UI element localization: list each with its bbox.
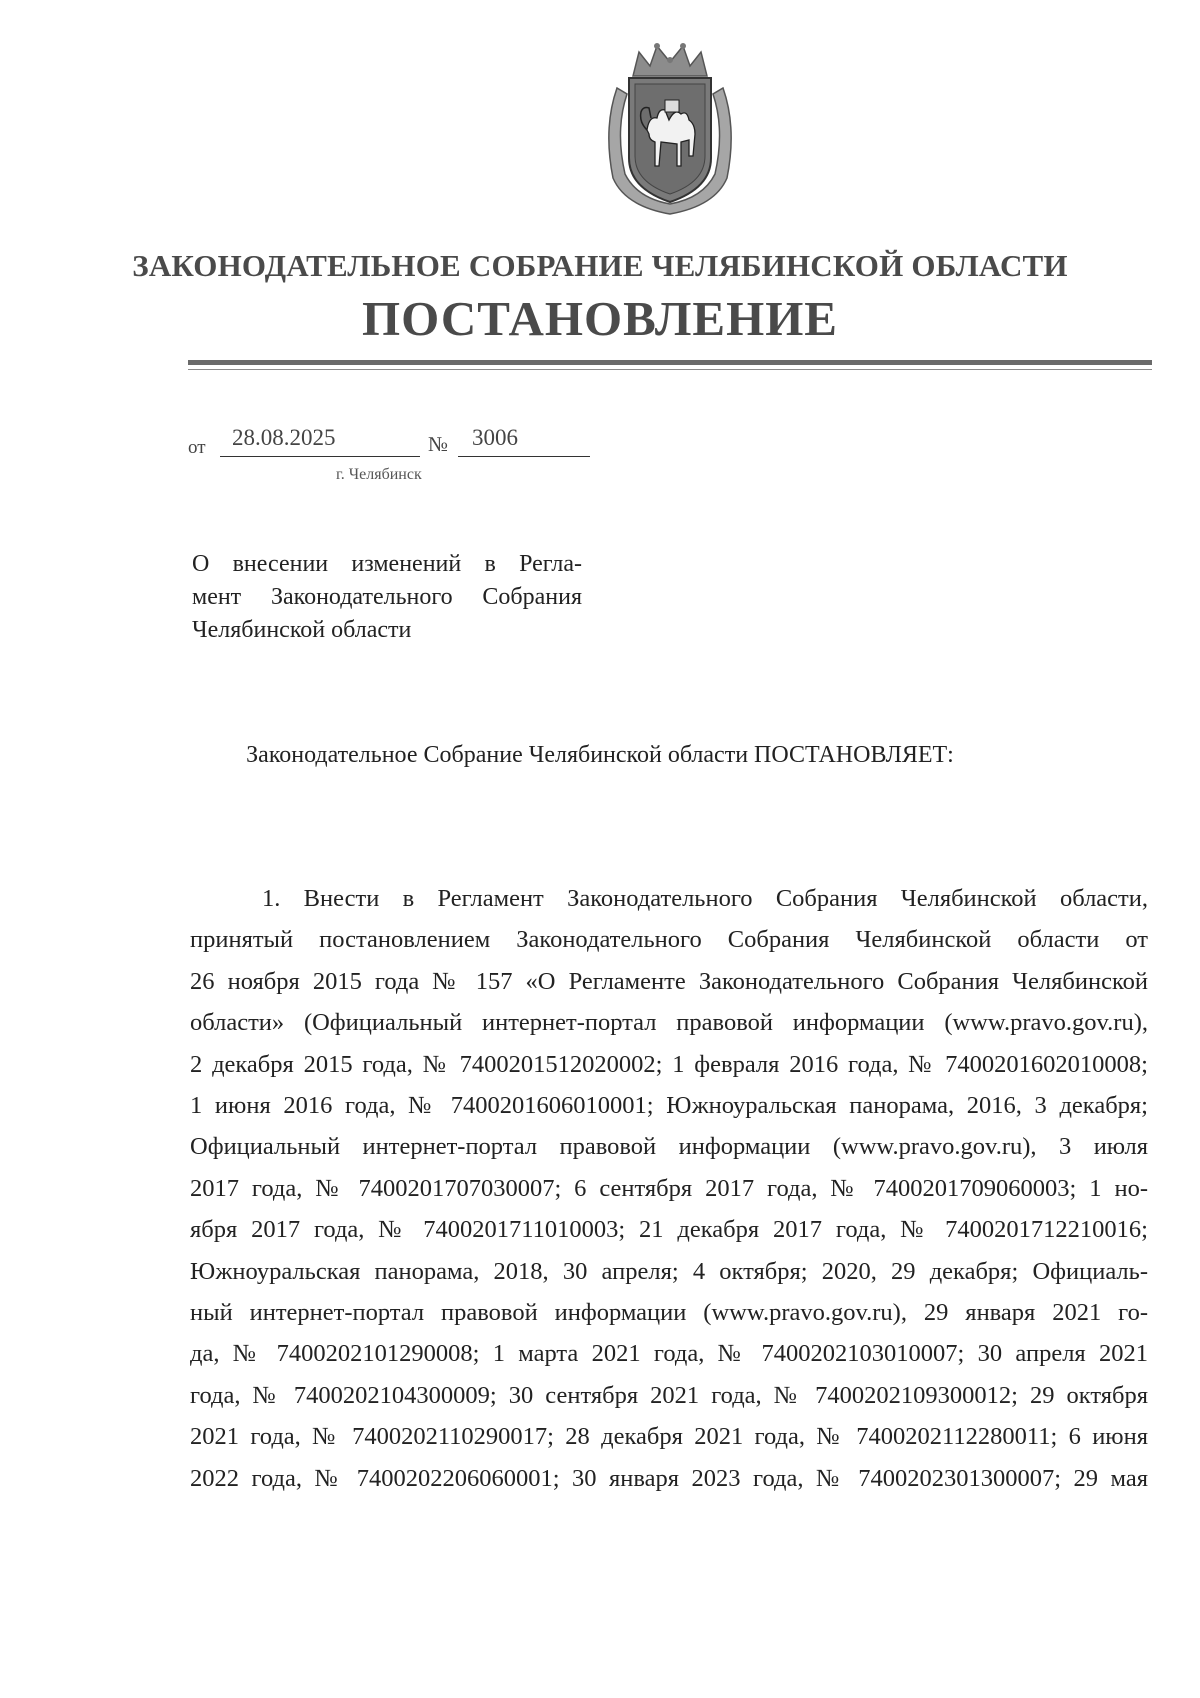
number-sign: № [428,432,449,456]
body-line: да, № 7400202101290008; 1 марта 2021 года, № 7400202103010007; 30 апреля 2021 [190,1340,1148,1368]
body-line: 1 июня 2016 года, № 7400201606010001; Южноуральская панорама, 2016, 3 декабря; [190,1092,1148,1120]
resolution-intro: Законодательное Собрание Челябинской области ПОСТАНОВЛЯЕТ: [246,742,954,768]
subject-line: мент Законодательного Собрания [192,584,582,610]
body-line: 2 декабря 2015 года, № 7400201512020002; 1 февраля 2016 года, № 7400201602010008; [190,1050,1148,1078]
body-line: ный интернет-портал правовой информации (www.pravo.gov.ru), 29 января 2021 го- [190,1299,1148,1327]
resolution-body [190,878,1148,1499]
city-name: г. Челябинск [336,466,422,483]
header-rule-thin [188,369,1152,370]
body-line: области» (Официальный интернет-портал правовой информации (www.pravo.gov.ru), [190,1009,1148,1037]
document-subject [192,548,582,647]
date-underline [220,456,420,457]
body-line: 2021 года, № 7400202110290017; 28 декабря 2021 года, № 7400202112280011; 6 июня [190,1423,1148,1451]
body-line: принятый постановлением Законодательного Собрания Челябинской области от [190,926,1148,954]
coat-of-arms-emblem [595,38,745,216]
header-rule-thick [188,360,1152,365]
body-line: ября 2017 года, № 7400201711010003; 21 декабря 2017 года, № 7400201712210016; [190,1216,1148,1244]
body-line: года, № 7400202104300009; 30 сентября 2021 года, № 7400202109300012; 29 октября [190,1381,1148,1409]
document-date: 28.08.2025 [232,425,336,450]
subject-line: О внесении изменений в Регла- [192,551,582,577]
body-line: Официальный интернет-портал правовой информации (www.pravo.gov.ru), 3 июля [190,1133,1148,1161]
document-type-title: ПОСТАНОВЛЕНИЕ [362,291,838,346]
body-line: Южноуральская панорама, 2018, 30 апреля; 4 октября; 2020, 29 декабря; Официаль- [190,1257,1148,1285]
document-number: 3006 [472,425,518,450]
subject-line: Челябинской области [192,617,412,643]
body-line: 2017 года, № 7400201707030007; 6 сентября 2017 года, № 7400201709060003; 1 но- [190,1174,1148,1202]
body-line: 1. Внести в Регламент Законодательного Собрания Челябинской области, [262,885,1148,912]
organization-name: ЗАКОНОДАТЕЛЬНОЕ СОБРАНИЕ ЧЕЛЯБИНСКОЙ ОБЛАСТИ [132,248,1068,283]
number-underline [458,456,590,457]
body-line: 26 ноября 2015 года № 157 «О Регламенте Законодательного Собрания Челябинской [190,967,1148,995]
body-line: 2022 года, № 7400202206060001; 30 января 2023 года, № 7400202301300007; 29 мая [190,1464,1148,1492]
date-prefix: от [188,437,206,458]
